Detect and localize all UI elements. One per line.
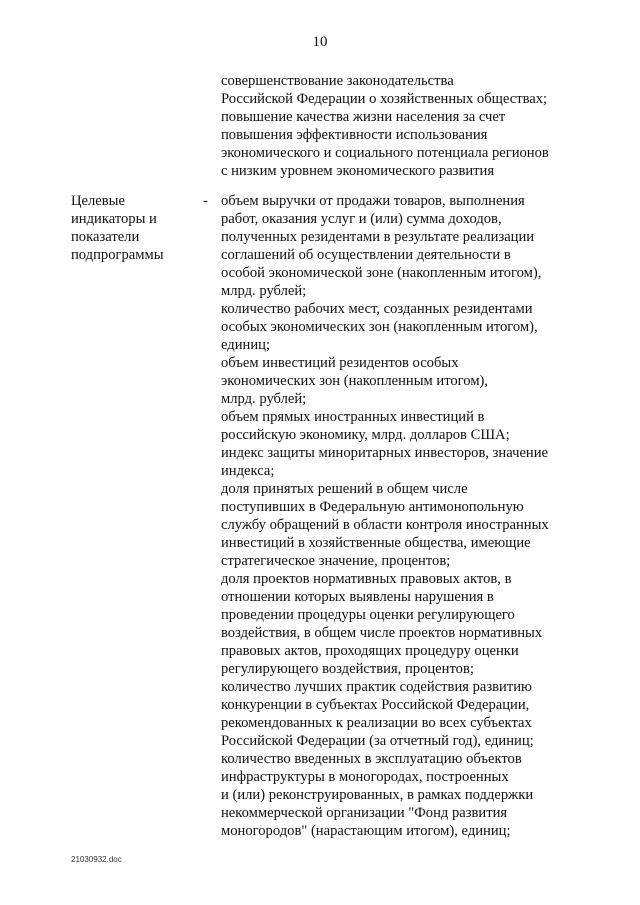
indicators-list — [221, 192, 611, 840]
section-label-line: подпрограммы — [71, 247, 164, 263]
indicator-line: индекса; — [221, 463, 275, 479]
indicator-line: рекомендованных к реализации во всех субъектах — [221, 715, 532, 731]
indicator-line: количество введенных в эксплуатацию объектов — [221, 751, 522, 767]
indicator-line: объем прямых иностранных инвестиций в — [221, 409, 485, 425]
indicator-line: доля принятых решений в общем числе — [221, 481, 468, 497]
indicator-line: количество рабочих мест, созданных резидентами — [221, 301, 533, 317]
indicator-line: работ, оказания услуг и (или) сумма доходов, — [221, 211, 502, 227]
section-label — [71, 192, 201, 264]
indicator-line: правовых актов, проходящих процедуру оценки — [221, 643, 519, 659]
indicator-line: млрд. рублей; — [221, 391, 307, 407]
intro-line: совершенствование законодательства — [221, 73, 454, 89]
indicator-line: Российской Федерации (за отчетный год), единиц; — [221, 733, 534, 749]
indicator-line: соглашений об осуществлении деятельности в — [221, 247, 511, 263]
indicator-line: службу обращений в области контроля иностранных — [221, 517, 549, 533]
indicator-line: индекс защиты миноритарных инвесторов, значение — [221, 445, 549, 461]
intro-line: повышение качества жизни населения за счет — [221, 109, 506, 125]
indicator-line: воздействия, в общем числе проектов нормативных — [221, 625, 543, 641]
indicator-line: единиц; — [221, 337, 271, 353]
indicator-line: количество лучших практик содействия развитию — [221, 679, 532, 695]
indicator-line: млрд. рублей; — [221, 283, 307, 299]
indicator-line: полученных резидентами в результате реализации — [221, 229, 535, 245]
indicator-line: регулирующего воздействия, процентов; — [221, 661, 474, 677]
section-dash: - — [203, 193, 208, 209]
footer-filename: 21030932.doc — [71, 855, 122, 864]
indicator-line: экономических зон (накопленным итогом), — [221, 373, 489, 389]
indicator-line: проведении процедуры оценки регулирующего — [221, 607, 515, 623]
intro-line: экономического и социального потенциала регионов — [221, 145, 549, 161]
indicator-line: инвестиций в хозяйственные общества, имеющие — [221, 535, 531, 551]
indicator-line: некоммерческой организации "Фонд развития — [221, 805, 508, 821]
intro-line: Российской Федерации о хозяйственных обществах; — [221, 91, 548, 107]
intro-line: повышения эффективности использования — [221, 127, 488, 143]
intro-line: с низким уровнем экономического развития — [221, 163, 495, 179]
indicator-line: объем инвестиций резидентов особых — [221, 355, 459, 371]
section-label-line: Целевые — [71, 193, 125, 209]
indicator-line: инфраструктуры в моногородах, построенных — [221, 769, 509, 785]
indicator-line: и (или) реконструированных, в рамках поддержки — [221, 787, 534, 803]
indicator-line: отношении которых выявлены нарушения в — [221, 589, 494, 605]
section-label-line: показатели — [71, 229, 140, 245]
indicator-line: российскую экономику, млрд. долларов США; — [221, 427, 510, 443]
indicator-line: объем выручки от продажи товаров, выполнения — [221, 193, 525, 209]
indicator-line: моногородов" (нарастающим итогом), единиц; — [221, 823, 511, 839]
intro-text-block — [221, 72, 601, 180]
indicator-line: особых экономических зон (накопленным итогом), — [221, 319, 538, 335]
indicator-line: конкуренции в субъектах Российской Федерации, — [221, 697, 530, 713]
indicator-line: доля проектов нормативных правовых актов, в — [221, 571, 512, 587]
indicator-line: особой экономической зоне (накопленным итогом), — [221, 265, 542, 281]
page-number: 10 — [312, 34, 328, 50]
section-label-line: индикаторы и — [71, 211, 157, 227]
indicator-line: стратегическое значение, процентов; — [221, 553, 451, 569]
indicator-line: поступивших в Федеральную антимонопольную — [221, 499, 524, 515]
